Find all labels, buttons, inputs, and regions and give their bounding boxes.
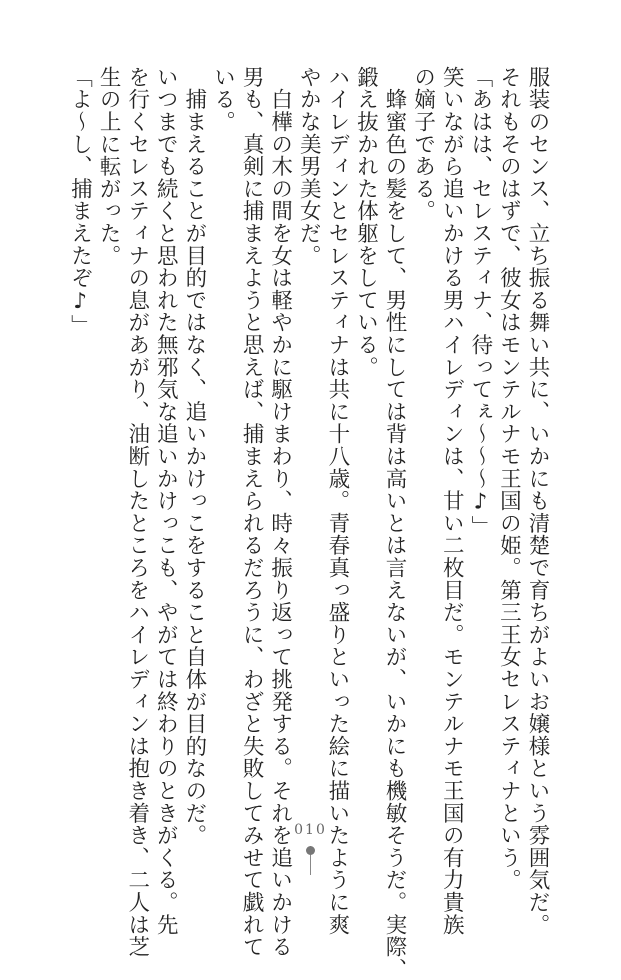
text-line-13: 捕まえることが目的ではなく、追いかけっこをすること自体が目的なのだ。: [181, 66, 207, 847]
text-line-10: 白樺の木の間を女は軽やかに駆けまわり、時々振り返って挑発する。それを追いかける: [267, 66, 293, 958]
text-line-14: いつまでも続くと思われた無邪気な追いかけっこも、やがては終わりのときがくる。先: [153, 66, 179, 936]
page-number: 010: [294, 822, 327, 838]
text-line-1: 服装のセンス、立ち振る舞い共に、いかにも清楚で育ちがよいお嬢様という雰囲気だ。: [525, 66, 550, 936]
text-line-3: 「あはは、セレスティナ、待ってぇ〜〜〜♪」: [467, 66, 493, 538]
text-line-16: 生の上に転がった。: [96, 66, 122, 267]
text-line-8: ハイレディンとセレスティナは共に十八歳。青春真っ盛りといった絵に描いたように爽: [324, 66, 350, 936]
text-line-9: やかな美男美女だ。: [296, 66, 322, 267]
text-line-6: 蜂蜜色の髪をして、男性にしては背は高いとは言えないが、いかにも機敏そうだ。実際、: [382, 66, 408, 980]
text-line-5: の嫡子である。: [410, 66, 436, 223]
text-line-7: 鍛え抜かれた体躯をしている。: [353, 66, 379, 379]
text-line-15: を行くセレスティナの息があがり、油断したところをハイレディンは抱き着き、二人は芝: [124, 66, 150, 958]
text-line-11: 男も、真剣に捕まえようと思えば、捕まえられるだろうに、わざと失敗してみせて戯れて: [239, 66, 265, 958]
text-line-17: 「よ〜し、捕まえたぞ♪」: [67, 66, 93, 338]
text-line-4: 笑いながら追いかける男ハイレディンは、甘い二枚目だ。モンテルナモ王国の有力貴族: [439, 66, 465, 936]
page-ornament-dot: [306, 846, 315, 855]
text-line-2: それもそのはずで、彼女はモンテルナモ王国の姫。第三王女セレスティナという。: [496, 66, 522, 892]
text-line-12: いる。: [210, 66, 236, 133]
